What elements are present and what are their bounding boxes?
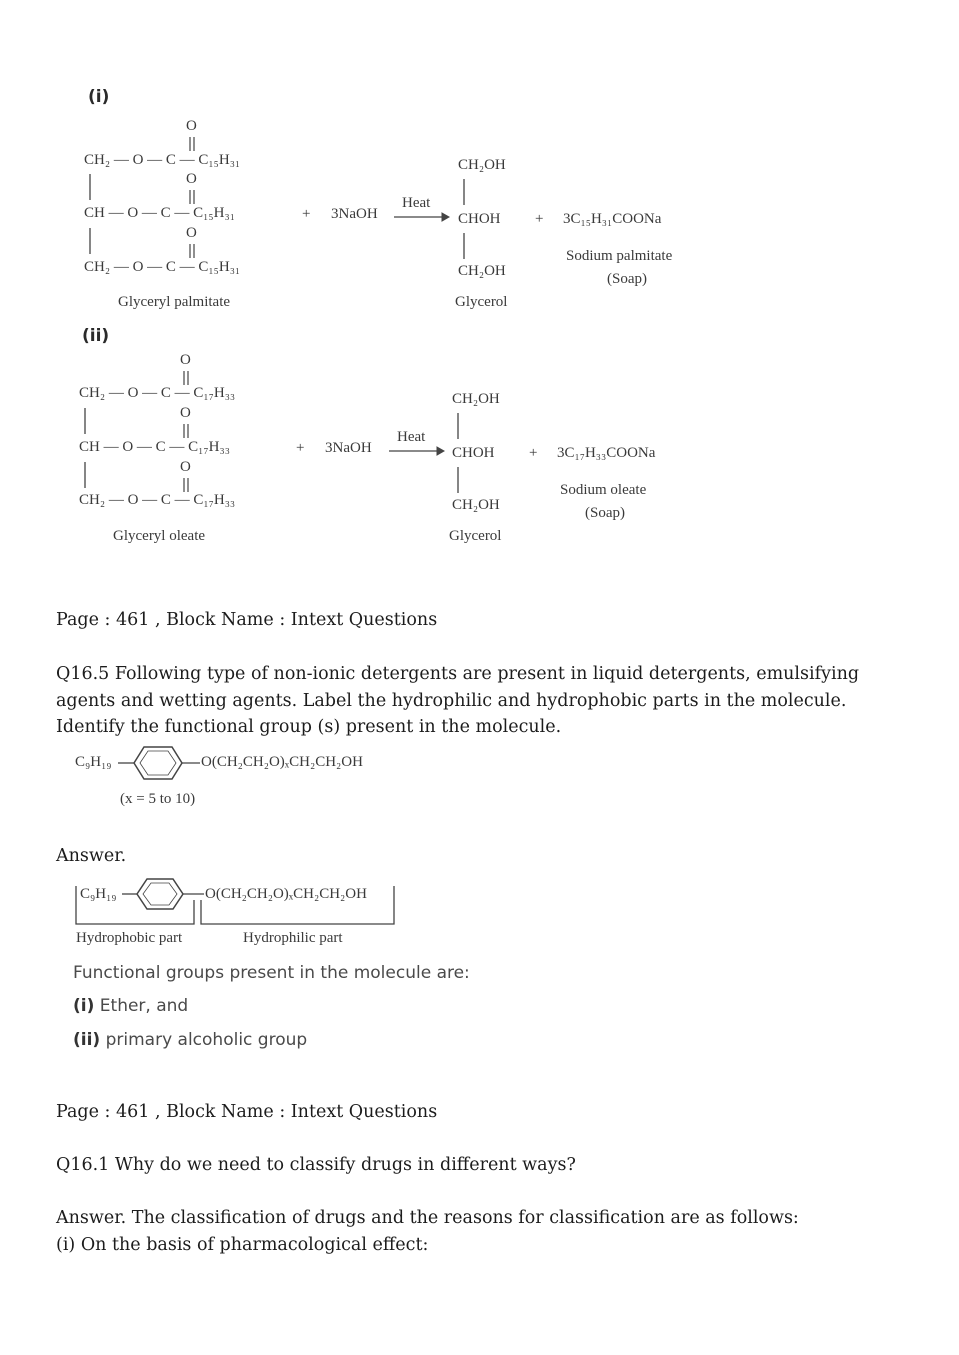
ester-row-1: CH₂ — O — C — C₁₅H₃₁ xyxy=(84,152,241,168)
ester-row-1: CH₂ — O — C — C₁₇H₃₃ xyxy=(79,385,236,401)
plus-sign: + xyxy=(296,440,305,456)
ester-row-2: CH — O — C — C₁₅H₃₁ xyxy=(84,205,235,221)
ester-row-3: CH₂ — O — C — C₁₇H₃₃ xyxy=(79,492,236,508)
answer-label: Answer. xyxy=(56,846,127,866)
molecule-chain: O(CH₂CH₂O)ₓCH₂CH₂OH xyxy=(205,886,367,902)
soap-formula: 3C₁₅H₃₁COONa xyxy=(563,211,662,227)
answer-point-1: (i) On the basis of pharmacological effect: xyxy=(56,1235,429,1255)
plus-sign: + xyxy=(529,445,538,461)
reagent: 3NaOH xyxy=(325,440,372,456)
molecule-note: (x = 5 to 10) xyxy=(120,791,196,807)
carbonyl-oxygen-3: O xyxy=(180,459,191,475)
carbonyl-oxygen-2: O xyxy=(186,171,197,187)
reaction-arrow xyxy=(394,211,450,223)
page-reference: Page : 461 , Block Name : Intext Questions xyxy=(56,1102,438,1122)
carbonyl-oxygen-1: O xyxy=(186,118,197,134)
question-16-1: Q16.1 Why do we need to classify drugs in different ways? xyxy=(56,1155,576,1175)
plus-sign: + xyxy=(302,206,311,222)
condition-label: Heat xyxy=(397,429,426,445)
soap-formula: 3C₁₇H₃₃COONa xyxy=(557,445,656,461)
ester-row-2: CH — O — C — C₁₇H₃₃ xyxy=(79,439,230,455)
glycerol-mid: CHOH xyxy=(452,445,495,461)
glycerol-top: CH₂OH xyxy=(452,391,500,407)
list-number: (ii) xyxy=(73,1030,101,1050)
benzene-ring-icon xyxy=(118,743,200,783)
reagent: 3NaOH xyxy=(331,206,378,222)
reaction-arrow xyxy=(389,445,445,457)
functional-group-1 xyxy=(73,996,188,1016)
condition-label: Heat xyxy=(402,195,431,211)
reaction-2-label: (ii) xyxy=(82,326,110,346)
glycerol-top: CH₂OH xyxy=(458,157,506,173)
glycerol-bonds xyxy=(458,175,470,265)
molecule-alkyl: C₉H₁₉ xyxy=(80,886,117,902)
glycerol-name: Glycerol xyxy=(455,294,508,310)
functional-group-2 xyxy=(73,1030,307,1050)
glycerol-mid: CHOH xyxy=(458,211,501,227)
glycerol-name: Glycerol xyxy=(449,528,502,544)
hydrophobic-label: Hydrophobic part xyxy=(76,930,183,946)
ester-bonds-2 xyxy=(75,364,205,504)
carbonyl-oxygen-1: O xyxy=(180,352,191,368)
ester-name: Glyceryl oleate xyxy=(113,528,206,544)
glycerol-bottom: CH₂OH xyxy=(452,497,500,513)
soap-name: Sodium oleate xyxy=(560,482,647,498)
functional-group-text: primary alcoholic group xyxy=(105,1030,308,1050)
soap-note: (Soap) xyxy=(585,505,625,521)
glycerol-bottom: CH₂OH xyxy=(458,263,506,279)
functional-groups-intro: Functional groups present in the molecule are: xyxy=(73,963,470,983)
page-reference: Page : 461 , Block Name : Intext Questions xyxy=(56,610,438,630)
functional-group-text: Ether, and xyxy=(99,996,189,1016)
glycerol-bonds xyxy=(452,409,464,499)
reaction-1-label: (i) xyxy=(88,87,110,107)
molecule-alkyl: C₉H₁₉ xyxy=(75,754,112,770)
answer-text: Answer. The classification of drugs and the reasons for classification are as follows: xyxy=(56,1208,799,1228)
ester-bonds-1 xyxy=(80,130,210,270)
plus-sign: + xyxy=(535,211,544,227)
carbonyl-oxygen-2: O xyxy=(180,405,191,421)
soap-note: (Soap) xyxy=(607,271,647,287)
ester-row-3: CH₂ — O — C — C₁₅H₃₁ xyxy=(84,259,241,275)
carbonyl-oxygen-3: O xyxy=(186,225,197,241)
hydrophilic-label: Hydrophilic part xyxy=(243,930,343,946)
question-16-5: Q16.5 Following type of non-ionic detergents are present in liquid detergents, emulsifying agents and wetting agents. Label the hydrophilic and hydrophobic parts in the molecule. Identify the functional group (s) present in the molecule. xyxy=(56,664,860,737)
soap-name: Sodium palmitate xyxy=(566,248,673,264)
ester-name: Glyceryl palmitate xyxy=(118,294,231,310)
list-number: (i) xyxy=(73,996,95,1016)
molecule-chain: O(CH₂CH₂O)ₓCH₂CH₂OH xyxy=(201,754,363,770)
